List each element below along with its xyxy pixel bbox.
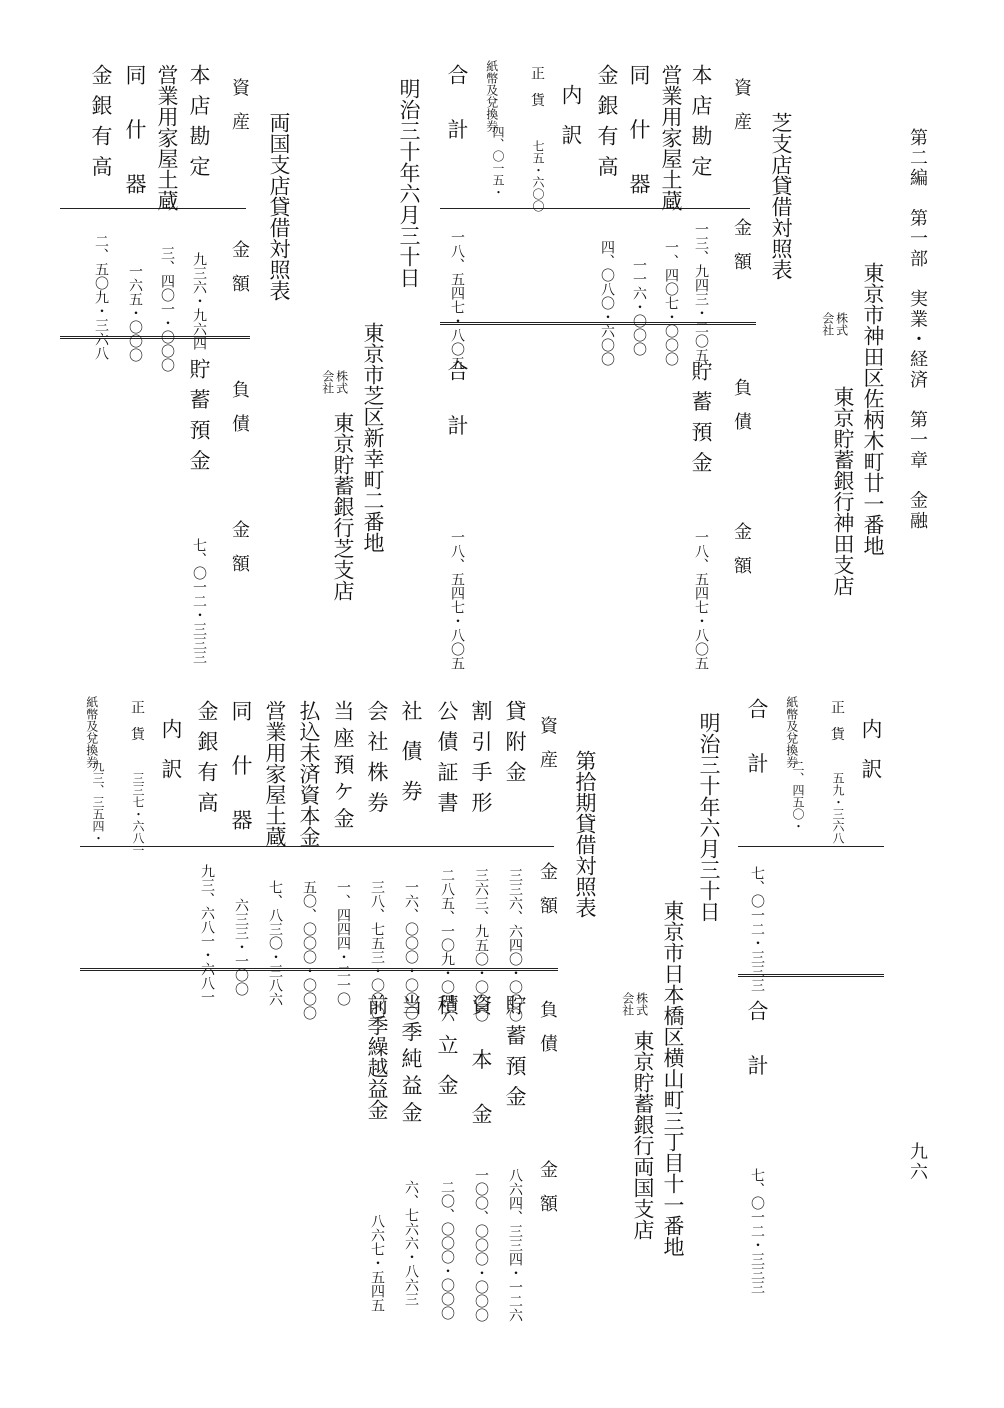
ryogoku-header-asset: 資産 xyxy=(229,78,250,147)
shiba-row-label: 金銀有高 xyxy=(595,64,619,186)
shiba-total2-value: 一八、五四七・八〇五 xyxy=(449,530,465,670)
ryogoku-specie-label: 正貨 xyxy=(829,700,845,754)
dai10-asset-value: 三三六、六四〇・〇〇〇 xyxy=(507,868,523,1022)
shiba-header-liab: 負債 xyxy=(731,378,752,447)
dai10-asset-label: 社債券 xyxy=(399,700,423,820)
running-header: 第二編 第一部 実業・経済 第一章 金融 xyxy=(907,128,928,532)
dai10-asset-value: 二八五、一〇九・〇四六 xyxy=(439,868,455,1022)
dai10-liability-label: 貯蓄預金 xyxy=(503,994,527,1116)
shiba-total2-label: 合計 xyxy=(445,360,469,470)
dai10-asset-value: 一、四四四・二一〇 xyxy=(335,880,351,1006)
ryogoku-row-value: 九三六・九六四 xyxy=(191,252,207,350)
dai10-liability-value: 一〇〇、〇〇〇・〇〇〇 xyxy=(473,1168,489,1322)
kanda-bank-name: 東京貯蓄銀行神田支店 xyxy=(831,386,855,596)
dai10-notes-label: 紙幣及 兌換券 xyxy=(84,696,99,768)
ryogoku-row-label: 同什器 xyxy=(123,64,147,228)
page-number: 九六 xyxy=(907,1142,928,1183)
shiba-header-amount2: 金額 xyxy=(731,522,752,591)
shiba-notes-value: 四、〇一五・ xyxy=(491,126,505,198)
dai10-liability-label: 積立金 xyxy=(435,994,459,1114)
kanda-corp-mark: 株式 会社 xyxy=(820,312,849,336)
dai10-header-liab: 負債 xyxy=(537,1000,558,1069)
ryogoku-liability-value: 七、〇一二・三三三 xyxy=(191,538,207,664)
dai10-asset-label: 営業用家屋土蔵 xyxy=(263,700,287,847)
shiba-date: 明治三十年六月三十日 xyxy=(397,78,421,288)
dai10-specie-value: 三三七・六八一 xyxy=(131,772,145,856)
ryogoku-row-label: 営業用家屋土蔵 xyxy=(155,64,179,211)
ryogoku-liability-label: 貯蓄預金 xyxy=(187,358,211,480)
ryogoku-total-label: 合計 xyxy=(745,698,769,808)
ryogoku-corp-mark: 株式 会社 xyxy=(620,992,649,1016)
ryogoku-total2-label: 合計 xyxy=(745,1000,769,1110)
dai10-liability-value: 六、七六六・八六三 xyxy=(403,1180,419,1306)
dai10-header-asset: 資産 xyxy=(537,716,558,785)
dai10-header-amount: 金額 xyxy=(537,862,558,931)
dai10-asset-value: 三八、七五三・〇〇〇 xyxy=(369,880,385,1020)
shiba-notes-label: 紙幣及 兌換券 xyxy=(484,60,499,132)
ryogoku-total-value: 七、〇一二・三三三 xyxy=(749,866,765,992)
ryogoku-row-value: 二、五〇九・三六八 xyxy=(93,234,109,360)
shiba-total-label: 合計 xyxy=(445,64,469,174)
shiba-address: 東京市芝区新幸町二番地 xyxy=(361,322,385,553)
dai10-asset-value: 七、八三〇・三八六 xyxy=(267,880,283,1006)
shiba-header-asset: 資産 xyxy=(731,78,752,147)
ryogoku-row-value: 一六五・〇〇〇 xyxy=(127,264,143,362)
dai10-liability-label: 前季繰越益金 xyxy=(365,994,389,1120)
shiba-specie-label: 正貨 xyxy=(529,66,545,120)
dai10-liability-value: 八六七・五四五 xyxy=(369,1214,385,1312)
shiba-title: 芝支店貸借対照表 xyxy=(769,112,793,280)
dai10-specie-label: 正貨 xyxy=(129,700,145,754)
ryogoku-title: 両国支店貸借対照表 xyxy=(267,112,291,301)
shiba-row-label: 営業用家屋土蔵 xyxy=(659,64,683,211)
shiba-bank-name: 東京貯蓄銀行芝支店 xyxy=(331,412,355,601)
ryogoku-header-amount2: 金額 xyxy=(229,520,250,589)
ryogoku-header-amount: 金額 xyxy=(229,240,250,309)
dai10-asset-label: 払込未済資本金 xyxy=(297,700,321,847)
dai10-asset-label: 割引手形 xyxy=(469,700,493,822)
dai10-asset-value: 九三、六八一・六八一 xyxy=(199,864,215,1004)
shiba-row-label: 本店勘定 xyxy=(689,64,713,186)
ryogoku-total2-value: 七、〇一二・三三三 xyxy=(749,1168,765,1294)
shiba-breakdown-label: 内訳 xyxy=(559,84,583,164)
dai10-breakdown-label: 内訳 xyxy=(159,718,183,798)
dai10-liability-value: 八六四、三三四・一二六 xyxy=(507,1168,523,1322)
ryogoku-address: 東京市日本橋区横山町三丁目十一番地 xyxy=(661,900,685,1257)
ryogoku-notes-value: 二、四五〇・ xyxy=(791,760,805,832)
dai10-notes-value: 九三、三五四・ xyxy=(91,760,105,844)
dai10-asset-value: 三六三、九五〇・〇〇〇 xyxy=(473,868,489,1022)
shiba-total-value: 一八、五四七・八〇五 xyxy=(449,230,465,370)
ryogoku-row-label: 本店勘定 xyxy=(187,64,211,186)
ryogoku-notes-label: 紙幣及 兌換券 xyxy=(784,696,799,768)
dai10-asset-label: 公債証書 xyxy=(435,700,459,822)
dai10-liability-label: 当季純益金 xyxy=(399,994,423,1129)
ryogoku-date: 明治三十年六月三十日 xyxy=(697,712,721,922)
shiba-header-amount: 金額 xyxy=(731,218,752,287)
dai10-asset-label: 当座預ケ金 xyxy=(331,700,355,835)
ryogoku-breakdown-label: 内訳 xyxy=(859,718,883,798)
dai10-asset-value: 五〇、〇〇〇・〇〇〇 xyxy=(301,880,317,1020)
dai10-asset-label: 同什器 xyxy=(229,700,253,864)
ryogoku-bank-name: 東京貯蓄銀行両国支店 xyxy=(631,1030,655,1240)
shiba-corp-mark: 株式 会社 xyxy=(320,370,349,394)
shiba-row-value: 一三、九四三・二〇五 xyxy=(693,222,709,362)
shiba-specie-value: 七五・六〇〇 xyxy=(531,140,545,212)
ryogoku-specie-value: 五九・三六八 xyxy=(831,772,845,844)
dai10-asset-value: 六三三・一〇〇 xyxy=(233,898,249,996)
shiba-row-value: 四、〇八〇・六〇〇 xyxy=(599,240,615,366)
dai10-liability-value: 二〇、〇〇〇・〇〇〇 xyxy=(439,1180,455,1320)
ryogoku-row-label: 金銀有高 xyxy=(89,64,113,186)
dai10-asset-label: 貸附金 xyxy=(503,700,527,792)
shiba-row-label: 同什器 xyxy=(627,64,651,228)
dai10-header-amount2: 金額 xyxy=(537,1160,558,1229)
shiba-row-value: 一一六・〇〇〇 xyxy=(631,258,647,356)
shiba-liability-value: 一八、五四七・八〇五 xyxy=(693,530,709,670)
dai10-asset-label: 会社株券 xyxy=(365,700,389,822)
ryogoku-row-value: 三、四〇一・〇〇〇 xyxy=(159,246,175,372)
dai10-asset-label: 金銀有高 xyxy=(195,700,219,822)
dai10-title: 第拾期貸借対照表 xyxy=(573,750,597,918)
dai10-asset-value: 一六、〇〇〇・〇〇〇 xyxy=(403,880,419,1020)
shiba-liability-label: 貯蓄預金 xyxy=(689,360,713,482)
dai10-liability-label: 資本金 xyxy=(469,994,493,1158)
ryogoku-header-liab: 負債 xyxy=(229,380,250,449)
shiba-row-value: 一、四〇七・〇〇〇 xyxy=(663,240,679,366)
kanda-address: 東京市神田区佐柄木町廿一番地 xyxy=(861,262,885,556)
